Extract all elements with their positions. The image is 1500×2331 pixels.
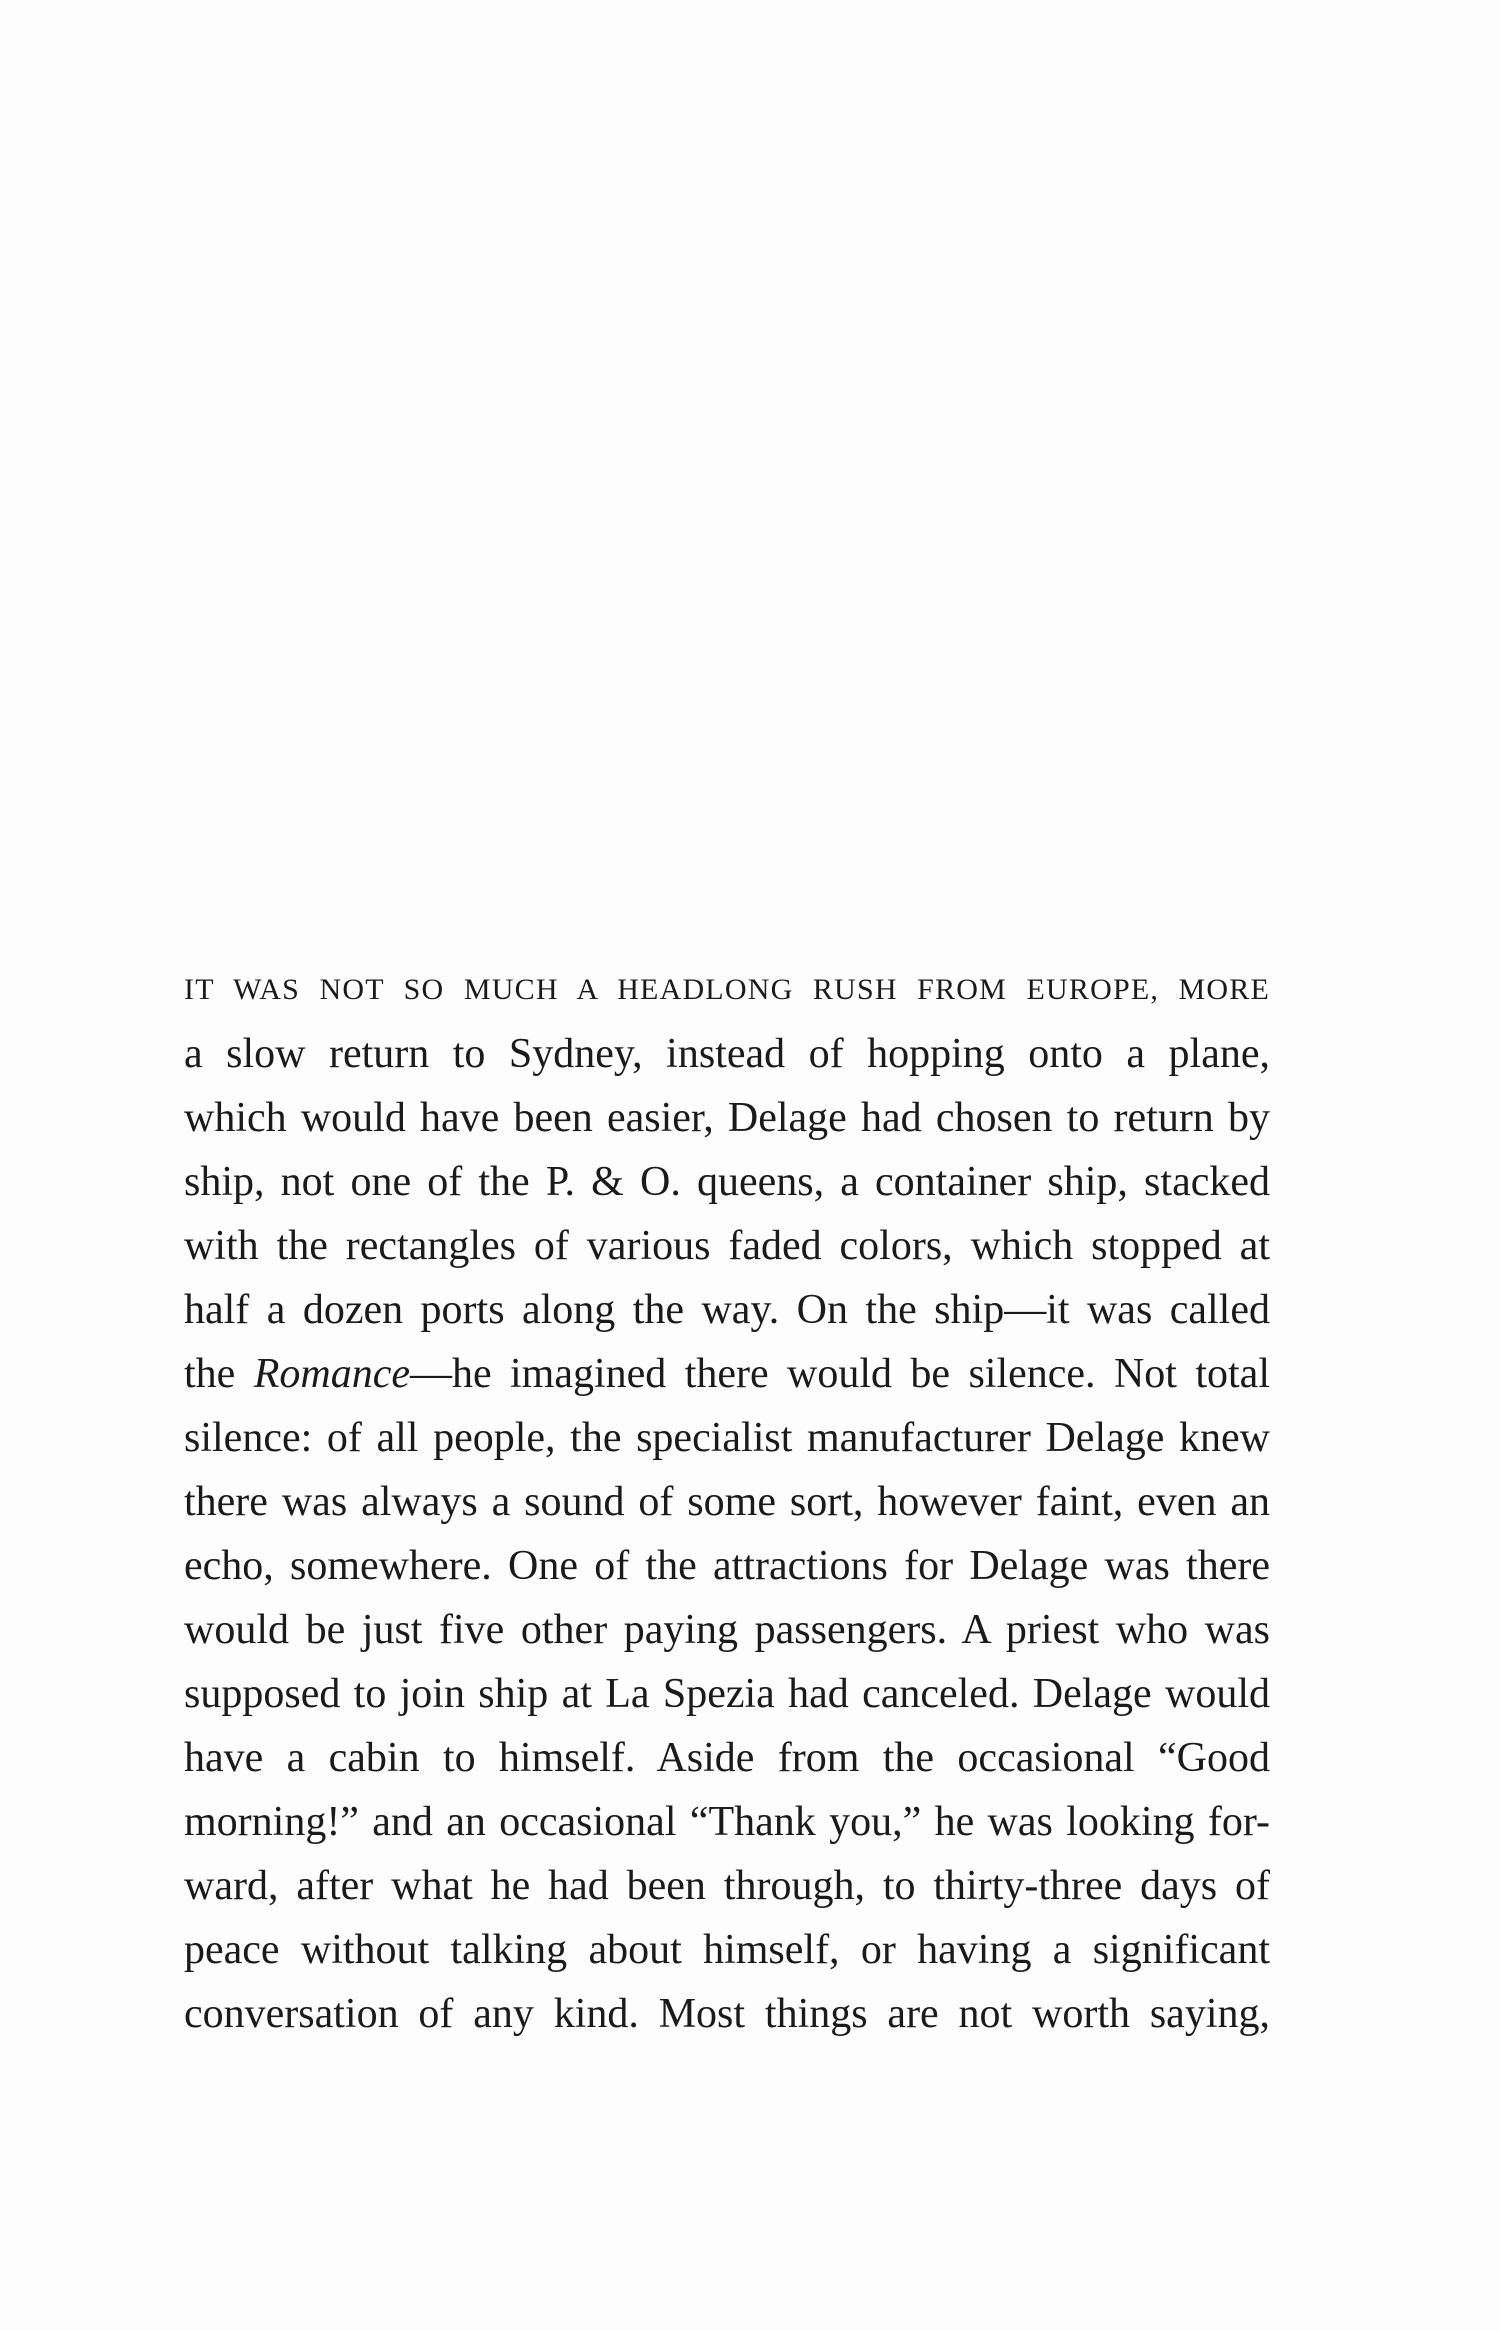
text-line-8: there was always a sound of some sort, however faint, even an [184,1479,1270,1525]
body-text [184,958,1270,2046]
text-line-12: have a cabin to himself. Aside from the occasional “Good [184,1735,1270,1781]
text-line-13: morning!” and an occasional “Thank you,” he was looking for- [184,1799,1270,1845]
text-line-9: echo, somewhere. One of the attractions for Delage was there [184,1543,1270,1589]
text-line-6 [184,1342,1270,1406]
text-line-1: a slow return to Sydney, instead of hopping onto a plane, [184,1031,1270,1077]
text-line-5: half a dozen ports along the way. On the ship—it was called [184,1287,1270,1333]
text-line-7: silence: of all people, the specialist manufacturer Delage knew [184,1415,1270,1461]
text-line-15: peace without talking about himself, or having a significant [184,1927,1270,1973]
text-line-6-after: —he imagined there would be silence. Not total [409,1351,1270,1397]
text-line-10: would be just five other paying passengers. A priest who was [184,1607,1270,1653]
ship-name-italic: Romance [253,1351,410,1397]
text-line-11: supposed to join ship at La Spezia had canceled. Delage would [184,1671,1270,1717]
text-line-14: ward, after what he had been through, to thirty-three days of [184,1863,1270,1909]
text-line-3: ship, not one of the P. & O. queens, a container ship, stacked [184,1159,1270,1205]
text-line-16: conversation of any kind. Most things are not worth saying, [184,1991,1270,2037]
text-line-4: with the rectangles of various faded colors, which stopped at [184,1223,1270,1269]
text-line-2: which would have been easier, Delage had chosen to return by [184,1095,1270,1141]
opening-caps-line: IT WAS NOT SO MUCH A HEADLONG RUSH FROM EUROPE, MORE [184,973,1270,1006]
text-line-6-before: the [184,1351,254,1397]
